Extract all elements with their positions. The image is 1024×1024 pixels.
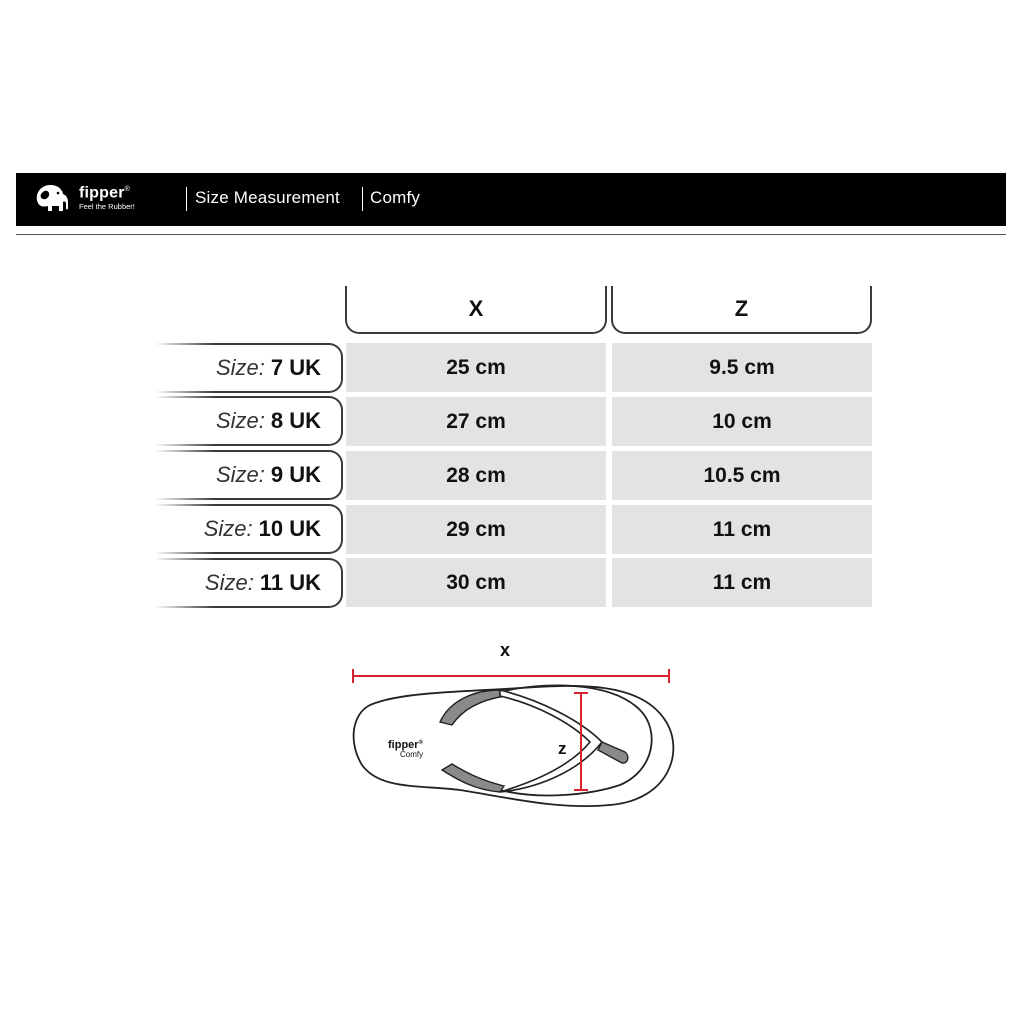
column-header-z: Z xyxy=(611,286,872,334)
elephant-logo-icon xyxy=(32,181,72,215)
size-value: 7 UK xyxy=(270,355,321,380)
brand-name: fipper® xyxy=(79,184,131,202)
size-label: Size: 8 UK xyxy=(155,396,343,446)
table-cell-z: 9.5 cm xyxy=(612,343,872,392)
dimension-x-line xyxy=(353,669,669,683)
dimension-z-label: z xyxy=(558,739,567,758)
size-label: Size: 9 UK xyxy=(155,450,343,500)
sole-brand: fipper® xyxy=(388,739,423,751)
header-rule xyxy=(16,234,1006,235)
table-cell-x: 27 cm xyxy=(346,397,606,446)
table-cell-x: 25 cm xyxy=(346,343,606,392)
size-label: Size: 10 UK xyxy=(155,504,343,554)
sole-model: Comfy xyxy=(400,750,424,759)
table-cell-z: 10.5 cm xyxy=(612,451,872,500)
table-cell-z: 11 cm xyxy=(612,558,872,607)
size-value: 10 UK xyxy=(258,516,321,541)
size-label: Size: 11 UK xyxy=(155,558,343,608)
size-value: 9 UK xyxy=(270,462,321,487)
header-divider xyxy=(362,187,363,211)
table-cell-z: 10 cm xyxy=(612,397,872,446)
flip-flop-diagram xyxy=(340,630,690,820)
column-header-x: X xyxy=(345,286,607,334)
model-name: Comfy xyxy=(370,188,421,207)
header-divider xyxy=(186,187,187,211)
table-cell-x: 30 cm xyxy=(346,558,606,607)
brand-tagline: Feel the Rubber! xyxy=(79,202,135,211)
table-cell-z: 11 cm xyxy=(612,505,872,554)
table-cell-x: 29 cm xyxy=(346,505,606,554)
table-cell-x: 28 cm xyxy=(346,451,606,500)
page-title: Size Measurement xyxy=(195,188,340,207)
header-bar xyxy=(16,173,1006,226)
size-value: 8 UK xyxy=(270,408,321,433)
dimension-x-label: x xyxy=(500,640,511,660)
size-label: Size: 7 UK xyxy=(155,343,343,393)
size-value: 11 UK xyxy=(259,570,321,595)
